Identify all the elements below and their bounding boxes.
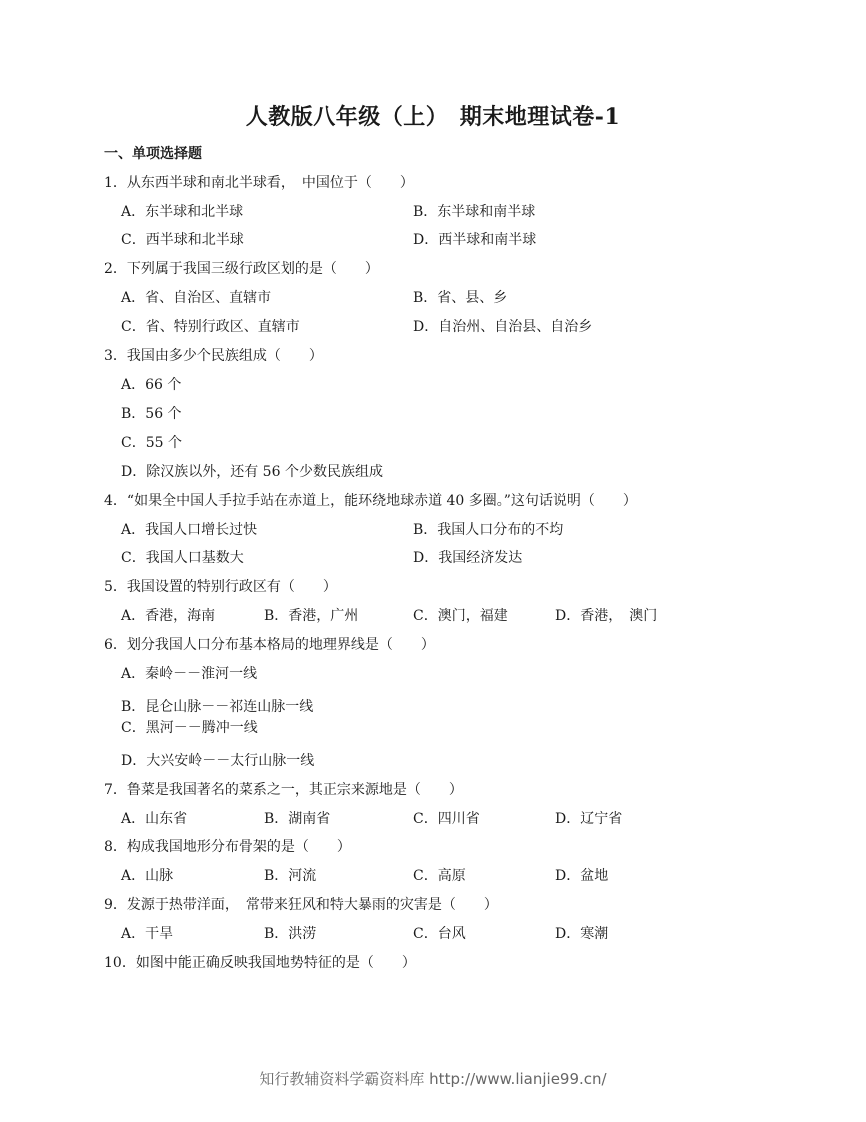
q6-option-a: A．秦岭－－淮河一线 (121, 666, 258, 682)
q3-option-d: D．除汉族以外，还有 56 个少数民族组成 (121, 464, 383, 480)
q1-option-a: A．东半球和北半球 (121, 204, 244, 220)
question-7: 7．鲁菜是我国著名的菜系之一，其正宗来源地是（ ） (104, 782, 463, 798)
q6-option-c: C．黑河－－腾冲一线 (121, 720, 258, 736)
q4-option-c: C．我国人口基数大 (121, 550, 244, 566)
q5-option-c: C．澳门，福建 (413, 608, 508, 624)
q3-option-a: A．66 个 (121, 377, 182, 393)
q2-option-c: C．省、特别行政区、直辖市 (121, 319, 300, 335)
q8-option-d: D．盆地 (555, 868, 609, 884)
q4-option-a: A．我国人口增长过快 (121, 522, 258, 538)
q8-option-b: B．河流 (264, 868, 317, 884)
question-6: 6．划分我国人口分布基本格局的地理界线是（ ） (104, 637, 435, 653)
q7-option-d: D．辽宁省 (555, 811, 623, 827)
q8-option-c: C．高原 (413, 868, 466, 884)
question-2: 2．下列属于我国三级行政区划的是（ ） (104, 261, 379, 277)
q3-option-b: B．56 个 (121, 406, 182, 422)
q9-option-a: A．干旱 (121, 926, 174, 942)
q8-option-a: A．山脉 (121, 868, 174, 884)
q4-option-b: B．我国人口分布的不均 (413, 522, 564, 538)
q5-option-d: D．香港， 澳门 (555, 608, 658, 624)
page-title: 人教版八年级（上） 期末地理试卷-1 (245, 104, 621, 130)
q7-option-b: B．湖南省 (264, 811, 331, 827)
question-9: 9．发源于热带洋面， 常带来狂风和特大暴雨的灾害是（ ） (104, 897, 498, 913)
q7-option-a: A．山东省 (121, 811, 188, 827)
q1-option-d: D．西半球和南半球 (413, 232, 537, 248)
question-10: 10．如图中能正确反映我国地势特征的是（ ） (104, 955, 416, 971)
q6-option-b: B．昆仑山脉－－祁连山脉一线 (121, 699, 314, 715)
q2-option-d: D．自治州、自治县、自治乡 (413, 319, 593, 335)
q2-option-a: A．省、自治区、直辖市 (121, 290, 272, 306)
question-1: 1．从东西半球和南北半球看， 中国位于（ ） (104, 175, 414, 191)
q1-option-c: C．西半球和北半球 (121, 232, 244, 248)
q3-option-c: C．55 个 (121, 435, 182, 451)
q1-option-b: B．东半球和南半球 (413, 204, 536, 220)
question-5: 5．我国设置的特别行政区有（ ） (104, 579, 337, 595)
q9-option-b: B．洪涝 (264, 926, 317, 942)
q9-option-c: C．台风 (413, 926, 466, 942)
question-8: 8．构成我国地形分布骨架的是（ ） (104, 839, 351, 855)
question-3: 3．我国由多少个民族组成（ ） (104, 348, 323, 364)
q5-option-b: B．香港，广州 (264, 608, 359, 624)
q7-option-c: C．四川省 (413, 811, 480, 827)
q9-option-d: D．寒潮 (555, 926, 609, 942)
q6-option-d: D．大兴安岭－－太行山脉一线 (121, 753, 315, 769)
section-heading: 一、单项选择题 (104, 146, 202, 162)
question-4: 4．“如果全中国人手拉手站在赤道上，能环绕地球赤道 40 多圈。”这句话说明（ ） (104, 493, 637, 509)
q4-option-d: D．我国经济发达 (413, 550, 523, 566)
q5-option-a: A．香港，海南 (121, 608, 216, 624)
q2-option-b: B．省、县、乡 (413, 290, 508, 306)
footer-watermark: 知行教辅资料学霸资料库 http://www.lianjie99.cn/ (259, 1070, 607, 1088)
